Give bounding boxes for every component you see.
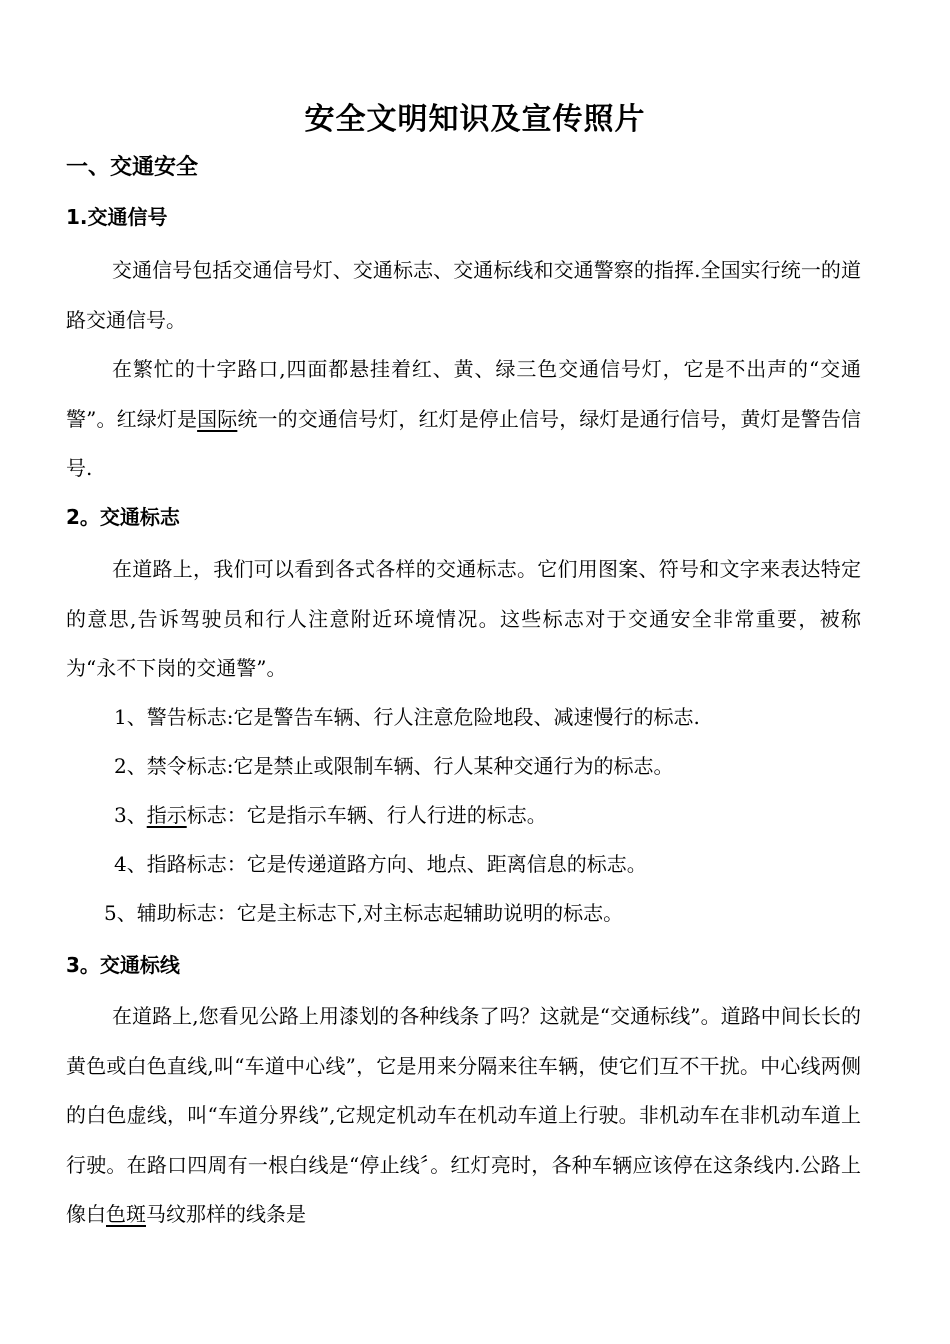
subheading-road-markings: 3。交通标线	[66, 953, 180, 977]
paragraph-road-markings-text-a: 在道路上,您看见公路上用漆划的各种线条了吗？这就是“交通标线”。道路中间长长的黄色或白色直线,叫“车道中心线”，它是用来分隔来往车辆，使它们互不干扰。中心线两侧的白色虚线，叫“车道分界线”,它规定机动车在机动车道上行驶。非机动车在非机动车道上行驶。在路口四周有一根白线是“停止线〞。红灯亮时，各种车辆应该停在这条线内.公路上像白	[66, 1004, 861, 1226]
paragraph-signs-intro: 在道路上，我们可以看到各式各样的交通标志。它们用图案、符号和文字来表达特定的意思,告诉驾驶员和行人注意附近环境情况。这些标志对于交通安全非常重要，被称为“永不下岗的交通警”。	[66, 557, 861, 680]
list-item-guide-signs: 4、指路标志：它是传递道路方向、地点、距离信息的标志。	[114, 852, 647, 876]
list-item-prohibition-signs: 2、禁令标志:它是禁止或限制车辆、行人某种交通行为的标志。	[114, 754, 674, 778]
link-indication[interactable]: 指示	[146, 803, 187, 827]
link-international[interactable]: 国际	[197, 406, 238, 431]
document-title: 安全文明知识及宣传照片	[304, 102, 646, 137]
list-item-indication-text: 标志：它是指示车辆、行人行进的标志。	[186, 803, 547, 827]
section-heading-traffic-safety: 一、交通安全	[66, 155, 199, 180]
paragraph-traffic-lights-text-a: 在繁忙的十字路口,四面都悬挂着红、黄、绿三色交通信号灯，它是不出声的“交通警”。红绿灯是	[66, 357, 861, 431]
subheading-traffic-signals: 1.交通信号	[66, 205, 168, 229]
paragraph-signals-intro: 交通信号包括交通信号灯、交通标志、交通标线和交通警察的指挥.全国实行统一的道路交通信号。	[66, 258, 861, 332]
list-item-auxiliary-signs: 5、辅助标志：它是主标志下,对主标志起辅助说明的标志。	[104, 901, 624, 925]
link-color-spot[interactable]: 色斑	[106, 1202, 146, 1226]
list-item-indication-number: 3、	[114, 803, 147, 827]
subheading-traffic-signs: 2。交通标志	[66, 505, 180, 529]
paragraph-road-markings-text-b: 马纹那样的线条是	[146, 1202, 306, 1226]
paragraph-traffic-lights	[66, 345, 861, 494]
paragraph-road-markings	[66, 992, 861, 1240]
paragraph-traffic-lights-text-b: 统一的交通信号灯，红灯是停止信号，绿灯是通行信号，黄灯是警告信号.	[66, 406, 862, 480]
list-item-indication-signs	[114, 798, 547, 832]
list-item-warning-signs: 1、警告标志:它是警告车辆、行人注意危险地段、减速慢行的标志.	[114, 705, 700, 729]
